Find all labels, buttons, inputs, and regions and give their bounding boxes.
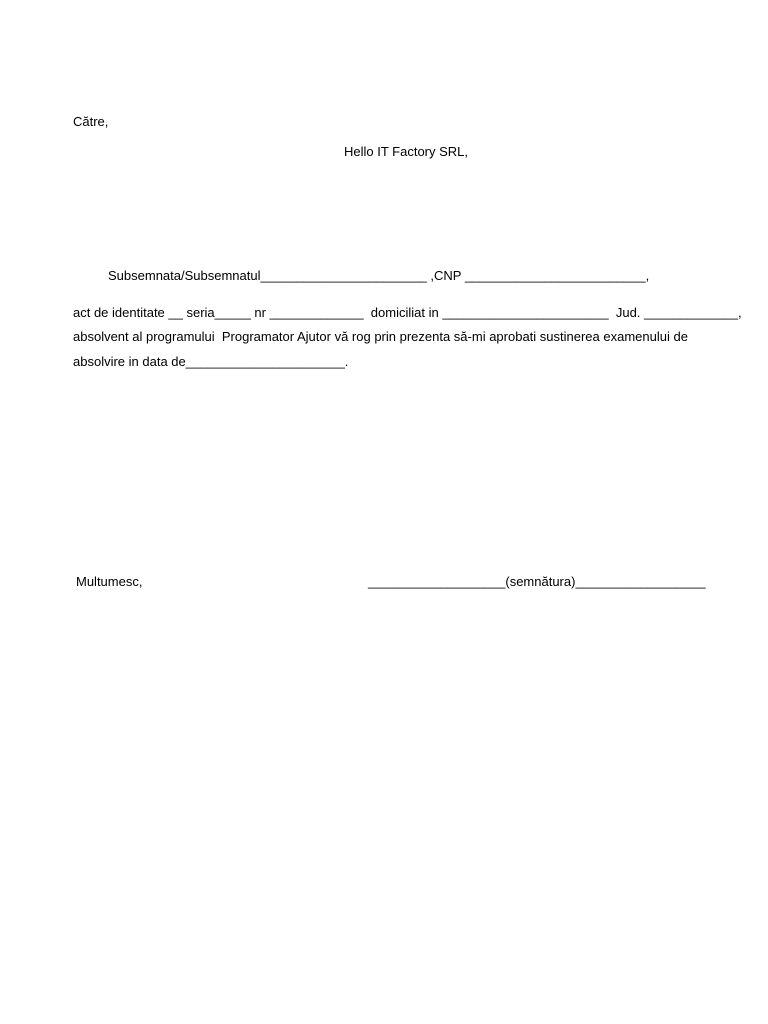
signature-line: ___________________(semnătura)__________________ (368, 574, 706, 589)
salutation: Către, (73, 114, 109, 129)
recipient: Hello IT Factory SRL, (344, 144, 469, 159)
body-line-4: absolvire in data de______________________. (73, 354, 349, 369)
body-line-2: act de identitate __ seria_____ nr _____________ domiciliat in _______________________ Jud. _____________, (73, 305, 742, 320)
body-line-1: Subsemnata/Subsemnatul_______________________ ,CNP _________________________, (108, 268, 650, 283)
closing: Multumesc, (76, 574, 143, 589)
body-line-3: absolvent al programului Programator Ajutor vă rog prin prezenta să-mi aprobati sustinerea examenului de (73, 329, 688, 344)
